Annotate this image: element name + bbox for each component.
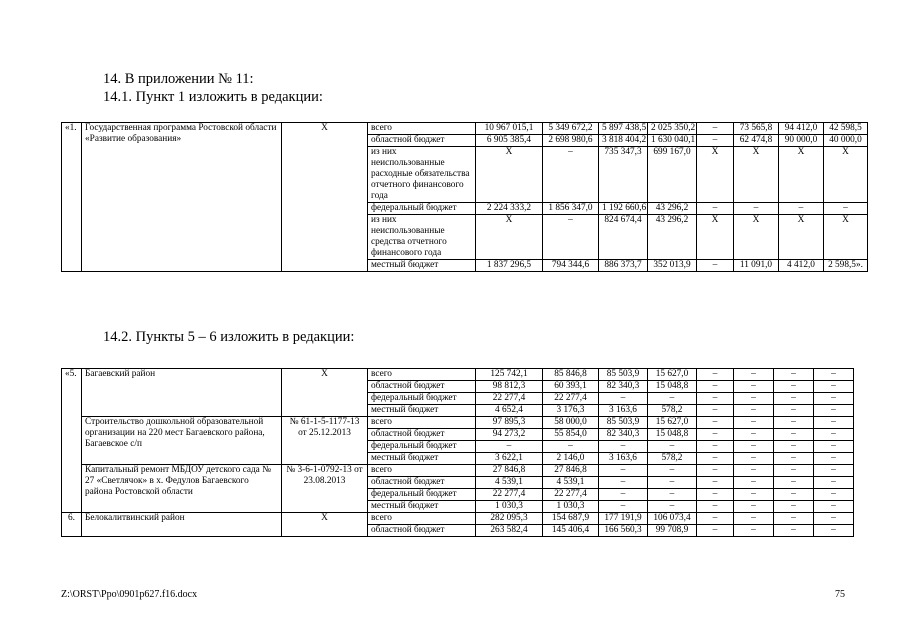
row-number: «1. <box>62 123 82 272</box>
funding-label: местный бюджет <box>368 405 476 417</box>
value-cell: – <box>774 441 814 453</box>
value-cell: 27 846,8 <box>543 465 599 477</box>
value-cell: – <box>697 123 734 135</box>
value-cell: 1 837 296,5 <box>476 260 543 272</box>
value-cell: – <box>814 453 854 465</box>
value-cell: 1 192 660,6 <box>599 203 648 215</box>
value-cell: – <box>648 477 697 489</box>
value-cell: 97 895,3 <box>476 417 543 429</box>
value-cell: 60 393,1 <box>543 381 599 393</box>
funding-label: областной бюджет <box>368 381 476 393</box>
value-cell: 10 967 015,1 <box>476 123 543 135</box>
value-cell: – <box>774 369 814 381</box>
value-cell: 22 277,4 <box>476 393 543 405</box>
value-cell: 699 167,0 <box>648 147 697 203</box>
value-cell: – <box>734 489 774 501</box>
value-cell: 794 344,6 <box>543 260 599 272</box>
heading-section-14: 14. В приложении № 11: <box>103 71 254 87</box>
value-cell: – <box>814 477 854 489</box>
value-cell: – <box>697 369 734 381</box>
funding-label: из них неиспользованные средства отчетного финансового года <box>368 215 476 260</box>
value-cell: 578,2 <box>648 405 697 417</box>
funding-label: федеральный бюджет <box>368 441 476 453</box>
value-cell: 85 503,9 <box>599 417 648 429</box>
value-cell: 90 000,0 <box>779 135 824 147</box>
value-cell: – <box>814 429 854 441</box>
program-code: Х <box>282 513 368 537</box>
value-cell: 55 854,0 <box>543 429 599 441</box>
value-cell: 5 349 672,2 <box>543 123 599 135</box>
value-cell: Х <box>697 147 734 203</box>
table-item-1 <box>61 122 868 272</box>
funding-label: местный бюджет <box>368 501 476 513</box>
value-cell: – <box>774 405 814 417</box>
program-code: Х <box>282 369 368 417</box>
value-cell: – <box>543 147 599 203</box>
value-cell: 22 277,4 <box>543 489 599 501</box>
value-cell: – <box>734 369 774 381</box>
object-code: № 61-1-5-1177-13 от 25.12.2013 <box>282 417 368 465</box>
value-cell: 824 674,4 <box>599 215 648 260</box>
value-cell: 94 273,2 <box>476 429 543 441</box>
value-cell: 3 163,6 <box>599 453 648 465</box>
value-cell: – <box>543 441 599 453</box>
value-cell: 3 818 404,2 <box>599 135 648 147</box>
value-cell: 42 598,5 <box>824 123 868 135</box>
value-cell: – <box>814 525 854 537</box>
funding-label: всего <box>368 417 476 429</box>
value-cell: 4 412,0 <box>779 260 824 272</box>
funding-label: всего <box>368 369 476 381</box>
value-cell: – <box>697 405 734 417</box>
value-cell: 85 503,9 <box>599 369 648 381</box>
value-cell: – <box>774 393 814 405</box>
value-cell: – <box>774 429 814 441</box>
value-cell: – <box>697 381 734 393</box>
footer-page-number: 75 <box>835 589 845 600</box>
funding-label: федеральный бюджет <box>368 203 476 215</box>
value-cell: – <box>814 417 854 429</box>
value-cell: 99 708,9 <box>648 525 697 537</box>
funding-label: из них неиспользованные расходные обязательства отчетного финансового года <box>368 147 476 203</box>
heading-item-14-1: 14.1. Пункт 1 изложить в редакции: <box>103 89 323 105</box>
value-cell: – <box>814 501 854 513</box>
value-cell: 6 905 385,4 <box>476 135 543 147</box>
value-cell: – <box>648 393 697 405</box>
object-name: Капитальный ремонт МБДОУ детского сада № 27 «Светлячок» в х. Федулов Багаевского района Ростовской области <box>82 465 282 513</box>
value-cell: – <box>814 513 854 525</box>
value-cell: – <box>734 465 774 477</box>
value-cell: – <box>814 465 854 477</box>
value-cell: – <box>774 525 814 537</box>
funding-label: областной бюджет <box>368 135 476 147</box>
value-cell: 43 296,2 <box>648 215 697 260</box>
value-cell: – <box>814 489 854 501</box>
value-cell: Х <box>697 215 734 260</box>
heading-item-14-2: 14.2. Пункты 5 – 6 изложить в редакции: <box>103 329 355 345</box>
value-cell: – <box>814 393 854 405</box>
value-cell: – <box>774 453 814 465</box>
value-cell: – <box>774 489 814 501</box>
value-cell: – <box>734 441 774 453</box>
value-cell: – <box>734 501 774 513</box>
value-cell: 43 296,2 <box>648 203 697 215</box>
value-cell: – <box>599 465 648 477</box>
value-cell: 15 627,0 <box>648 369 697 381</box>
value-cell: 4 539,1 <box>476 477 543 489</box>
value-cell: Х <box>779 215 824 260</box>
value-cell: – <box>774 417 814 429</box>
value-cell: – <box>814 381 854 393</box>
value-cell: 40 000,0 <box>824 135 868 147</box>
value-cell: 735 347,3 <box>599 147 648 203</box>
program-name: Государственная программа Ростовской области «Развитие образования» <box>82 123 282 272</box>
funding-label: всего <box>368 123 476 135</box>
table-row <box>62 369 854 381</box>
value-cell: 2 224 333,2 <box>476 203 543 215</box>
value-cell: – <box>697 477 734 489</box>
value-cell: 263 582,4 <box>476 525 543 537</box>
value-cell: 154 687,9 <box>543 513 599 525</box>
value-cell: 1 856 347,0 <box>543 203 599 215</box>
value-cell: 2 598,5». <box>824 260 868 272</box>
value-cell: – <box>734 417 774 429</box>
value-cell: 578,2 <box>648 453 697 465</box>
value-cell: 166 560,3 <box>599 525 648 537</box>
value-cell: 352 013,9 <box>648 260 697 272</box>
value-cell: 3 622,1 <box>476 453 543 465</box>
value-cell: – <box>648 501 697 513</box>
value-cell: 2 698 980,6 <box>543 135 599 147</box>
value-cell: 73 565,8 <box>734 123 779 135</box>
value-cell: 282 095,3 <box>476 513 543 525</box>
value-cell: Х <box>779 147 824 203</box>
value-cell: – <box>697 203 734 215</box>
row-number: 6. <box>62 513 82 537</box>
value-cell: – <box>734 477 774 489</box>
value-cell: – <box>697 525 734 537</box>
value-cell: 145 406,4 <box>543 525 599 537</box>
value-cell: 15 627,0 <box>648 417 697 429</box>
value-cell: – <box>599 489 648 501</box>
value-cell: 1 030,3 <box>543 501 599 513</box>
value-cell: Х <box>824 147 868 203</box>
value-cell: – <box>734 513 774 525</box>
table-items-5-6 <box>61 368 854 537</box>
value-cell: 82 340,3 <box>599 381 648 393</box>
value-cell: – <box>814 441 854 453</box>
funding-label: всего <box>368 513 476 525</box>
object-code: № 3-6-1-0792-13 от 23.08.2013 <box>282 465 368 513</box>
funding-label: областной бюджет <box>368 429 476 441</box>
value-cell: 4 652,4 <box>476 405 543 417</box>
object-name: Строительство дошкольной образовательной организации на 220 мест Багаевского района, Багаевское с/п <box>82 417 282 465</box>
value-cell: 98 812,3 <box>476 381 543 393</box>
value-cell: – <box>697 489 734 501</box>
value-cell: – <box>779 203 824 215</box>
value-cell: 2 146,0 <box>543 453 599 465</box>
value-cell: – <box>599 441 648 453</box>
value-cell: 27 846,8 <box>476 465 543 477</box>
program-name: Белокалитвинский район <box>82 513 282 537</box>
value-cell: 3 163,6 <box>599 405 648 417</box>
footer-file-path: Z:\ORST\Ppo\0901p627.f16.docx <box>61 589 198 600</box>
value-cell: – <box>774 501 814 513</box>
value-cell: 82 340,3 <box>599 429 648 441</box>
table-row <box>62 417 854 429</box>
value-cell: Х <box>476 147 543 203</box>
value-cell: – <box>814 405 854 417</box>
value-cell: 22 277,4 <box>476 489 543 501</box>
value-cell: – <box>599 501 648 513</box>
value-cell: – <box>648 465 697 477</box>
program-code: Х <box>282 123 368 272</box>
value-cell: – <box>697 135 734 147</box>
value-cell: – <box>599 477 648 489</box>
value-cell: 15 048,8 <box>648 429 697 441</box>
value-cell: – <box>814 369 854 381</box>
program-name: Багаевский район <box>82 369 282 417</box>
value-cell: Х <box>476 215 543 260</box>
value-cell: 177 191,9 <box>599 513 648 525</box>
value-cell: – <box>697 453 734 465</box>
value-cell: – <box>543 215 599 260</box>
funding-label: всего <box>368 465 476 477</box>
value-cell: 1 630 040,1 <box>648 135 697 147</box>
value-cell: – <box>774 465 814 477</box>
value-cell: – <box>697 465 734 477</box>
value-cell: 5 897 438,5 <box>599 123 648 135</box>
value-cell: 94 412,0 <box>779 123 824 135</box>
value-cell: – <box>734 405 774 417</box>
value-cell: – <box>697 513 734 525</box>
value-cell: 886 373,7 <box>599 260 648 272</box>
value-cell: – <box>476 441 543 453</box>
value-cell: 22 277,4 <box>543 393 599 405</box>
value-cell: 15 048,8 <box>648 381 697 393</box>
value-cell: Х <box>824 215 868 260</box>
value-cell: 3 176,3 <box>543 405 599 417</box>
funding-label: местный бюджет <box>368 453 476 465</box>
table-row <box>62 123 868 135</box>
value-cell: – <box>648 441 697 453</box>
value-cell: 11 091,0 <box>734 260 779 272</box>
value-cell: – <box>774 477 814 489</box>
value-cell: Х <box>734 215 779 260</box>
value-cell: 58 000,0 <box>543 417 599 429</box>
value-cell: – <box>734 203 779 215</box>
value-cell: 1 030,3 <box>476 501 543 513</box>
value-cell: – <box>734 429 774 441</box>
value-cell: – <box>599 393 648 405</box>
value-cell: – <box>648 489 697 501</box>
funding-label: областной бюджет <box>368 525 476 537</box>
value-cell: Х <box>734 147 779 203</box>
value-cell: 4 539,1 <box>543 477 599 489</box>
value-cell: – <box>734 453 774 465</box>
funding-label: областной бюджет <box>368 477 476 489</box>
value-cell: 85 846,8 <box>543 369 599 381</box>
row-number: «5. <box>62 369 82 513</box>
table-row <box>62 465 854 477</box>
value-cell: 106 073,4 <box>648 513 697 525</box>
value-cell: 2 025 350,2 <box>648 123 697 135</box>
value-cell: – <box>734 525 774 537</box>
value-cell: – <box>697 260 734 272</box>
value-cell: – <box>774 381 814 393</box>
funding-label: федеральный бюджет <box>368 393 476 405</box>
value-cell: 125 742,1 <box>476 369 543 381</box>
value-cell: – <box>697 501 734 513</box>
value-cell: – <box>697 429 734 441</box>
value-cell: – <box>774 513 814 525</box>
funding-label: федеральный бюджет <box>368 489 476 501</box>
value-cell: 62 474,8 <box>734 135 779 147</box>
value-cell: – <box>697 393 734 405</box>
funding-label: местный бюджет <box>368 260 476 272</box>
value-cell: – <box>734 393 774 405</box>
value-cell: – <box>824 203 868 215</box>
value-cell: – <box>734 381 774 393</box>
value-cell: – <box>697 441 734 453</box>
table-row <box>62 513 854 525</box>
value-cell: – <box>697 417 734 429</box>
